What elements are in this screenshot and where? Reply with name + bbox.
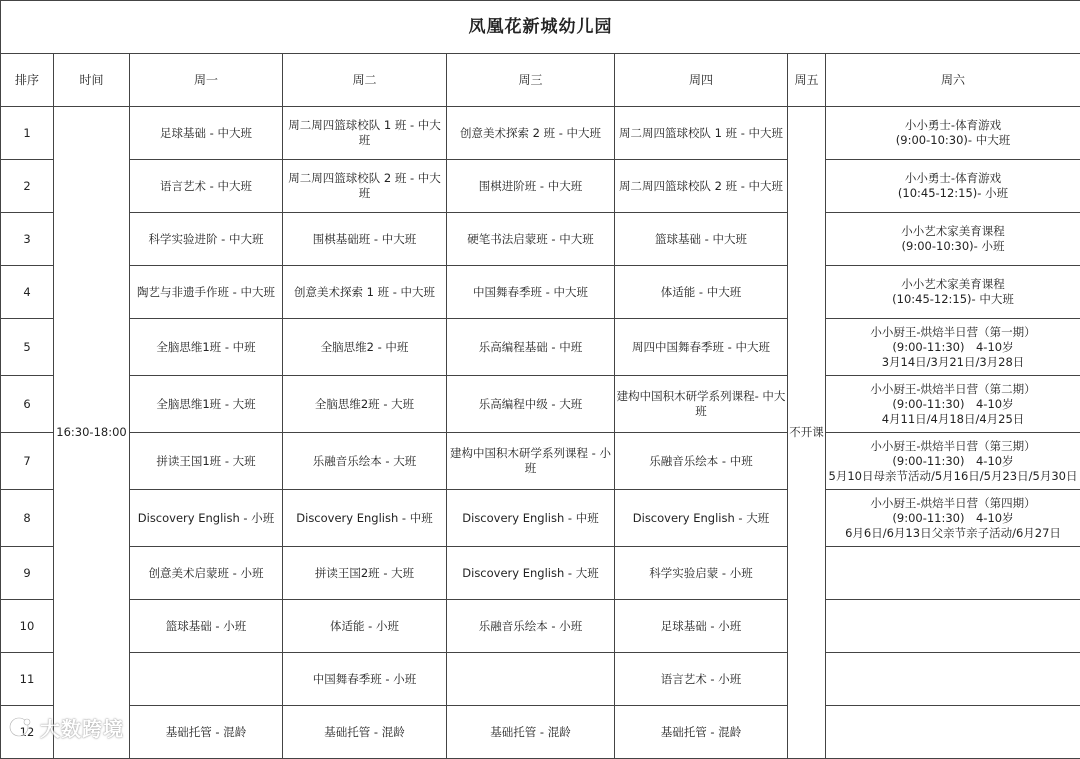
course-mon: 创意美术启蒙班 - 小班 <box>130 547 283 600</box>
row-number: 2 <box>1 160 54 213</box>
course-mon: 全脑思维1班 - 中班 <box>130 319 283 376</box>
course-sat: 小小勇士-体育游戏 (9:00-10:30)- 中大班 <box>826 107 1080 160</box>
course-sat: 小小厨王-烘焙半日营（第一期） (9:00-11:30) 4-10岁 3月14日/3月21日/3月28日 <box>826 319 1080 376</box>
course-sat: 小小勇士-体育游戏 (10:45-12:15)- 小班 <box>826 160 1080 213</box>
row-number: 5 <box>1 319 54 376</box>
course-mon: 足球基础 - 中大班 <box>130 107 283 160</box>
course-wed: 建构中国积木研学系列课程 - 小班 <box>447 433 615 490</box>
header-order: 排序 <box>1 54 54 107</box>
time-slot: 16:30-18:00 <box>54 107 130 759</box>
table-row <box>1 266 1080 319</box>
course-tue: 体适能 - 小班 <box>283 600 447 653</box>
course-wed: 硬笔书法启蒙班 - 中大班 <box>447 213 615 266</box>
course-sat: 小小艺术家美育课程 (9:00-10:30)- 小班 <box>826 213 1080 266</box>
row-number: 11 <box>1 653 54 706</box>
course-wed: 乐高编程中级 - 大班 <box>447 376 615 433</box>
course-tue: 周二周四篮球校队 2 班 - 中大班 <box>283 160 447 213</box>
course-wed: Discovery English - 中班 <box>447 490 615 547</box>
course-mon: 篮球基础 - 小班 <box>130 600 283 653</box>
header-saturday: 周六 <box>826 54 1080 107</box>
row-number: 8 <box>1 490 54 547</box>
course-thu: 基础托管 - 混龄 <box>615 706 788 759</box>
course-thu: 体适能 - 中大班 <box>615 266 788 319</box>
table-row <box>1 433 1080 490</box>
course-sat <box>826 600 1080 653</box>
header-monday: 周一 <box>130 54 283 107</box>
course-mon <box>130 653 283 706</box>
course-wed: 中国舞春季班 - 中大班 <box>447 266 615 319</box>
table-row <box>1 706 1080 759</box>
table-row <box>1 547 1080 600</box>
cross-border-logo-icon <box>8 716 34 738</box>
course-thu: Discovery English - 大班 <box>615 490 788 547</box>
course-wed: Discovery English - 大班 <box>447 547 615 600</box>
table-row <box>1 653 1080 706</box>
course-wed: 基础托管 - 混龄 <box>447 706 615 759</box>
header-wednesday: 周三 <box>447 54 615 107</box>
table-row <box>1 107 1080 160</box>
header-tuesday: 周二 <box>283 54 447 107</box>
course-tue: 围棋基础班 - 中大班 <box>283 213 447 266</box>
row-number: 4 <box>1 266 54 319</box>
course-sat <box>826 653 1080 706</box>
watermark <box>8 713 124 741</box>
course-mon: 语言艺术 - 中大班 <box>130 160 283 213</box>
course-tue: 中国舞春季班 - 小班 <box>283 653 447 706</box>
course-thu: 科学实验启蒙 - 小班 <box>615 547 788 600</box>
row-number: 7 <box>1 433 54 490</box>
course-sat: 小小艺术家美育课程 (10:45-12:15)- 中大班 <box>826 266 1080 319</box>
course-tue: 全脑思维2 - 中班 <box>283 319 447 376</box>
course-sat <box>826 547 1080 600</box>
table-row <box>1 160 1080 213</box>
table-row <box>1 490 1080 547</box>
header-time: 时间 <box>54 54 130 107</box>
course-sat: 小小厨王-烘焙半日营（第四期） (9:00-11:30) 4-10岁 6月6日/6月13日父亲节亲子活动/6月27日 <box>826 490 1080 547</box>
table-row <box>1 376 1080 433</box>
table-row <box>1 213 1080 266</box>
row-number: 3 <box>1 213 54 266</box>
course-mon: 科学实验进阶 - 中大班 <box>130 213 283 266</box>
row-number: 9 <box>1 547 54 600</box>
table-row <box>1 600 1080 653</box>
course-thu: 周二周四篮球校队 2 班 - 中大班 <box>615 160 788 213</box>
friday-no-class: 不开课 <box>788 107 826 759</box>
course-thu: 建构中国积木研学系列课程- 中大班 <box>615 376 788 433</box>
course-mon: 全脑思维1班 - 大班 <box>130 376 283 433</box>
course-thu: 周二周四篮球校队 1 班 - 中大班 <box>615 107 788 160</box>
course-wed: 乐高编程基础 - 中班 <box>447 319 615 376</box>
course-tue: 周二周四篮球校队 1 班 - 中大班 <box>283 107 447 160</box>
course-wed <box>447 653 615 706</box>
course-thu: 周四中国舞春季班 - 中大班 <box>615 319 788 376</box>
course-sat: 小小厨王-烘焙半日营（第三期） (9:00-11:30) 4-10岁 5月10日母亲节活动/5月16日/5月23日/5月30日 <box>826 433 1080 490</box>
table-row <box>1 319 1080 376</box>
watermark-text: 大数跨境 <box>40 713 124 742</box>
header-friday: 周五 <box>788 54 826 107</box>
row-number: 12 <box>1 706 54 759</box>
course-thu: 足球基础 - 小班 <box>615 600 788 653</box>
course-sat: 小小厨王-烘焙半日营（第二期） (9:00-11:30) 4-10岁 4月11日/4月18日/4月25日 <box>826 376 1080 433</box>
course-tue: 拼读王国2班 - 大班 <box>283 547 447 600</box>
course-thu: 乐融音乐绘本 - 中班 <box>615 433 788 490</box>
row-number: 6 <box>1 376 54 433</box>
row-number: 1 <box>1 107 54 160</box>
course-tue: 乐融音乐绘本 - 大班 <box>283 433 447 490</box>
course-wed: 乐融音乐绘本 - 小班 <box>447 600 615 653</box>
course-tue: 创意美术探索 1 班 - 中大班 <box>283 266 447 319</box>
course-mon: Discovery English - 小班 <box>130 490 283 547</box>
course-mon: 基础托管 - 混龄 <box>130 706 283 759</box>
course-tue: Discovery English - 中班 <box>283 490 447 547</box>
course-mon: 陶艺与非遗手作班 - 中大班 <box>130 266 283 319</box>
header-thursday: 周四 <box>615 54 788 107</box>
course-wed: 围棋进阶班 - 中大班 <box>447 160 615 213</box>
course-sat <box>826 706 1080 759</box>
page-title: 凤凰花新城幼儿园 <box>1 1 1080 54</box>
course-tue: 全脑思维2班 - 大班 <box>283 376 447 433</box>
row-number: 10 <box>1 600 54 653</box>
course-thu: 篮球基础 - 中大班 <box>615 213 788 266</box>
course-mon: 拼读王国1班 - 大班 <box>130 433 283 490</box>
course-wed: 创意美术探索 2 班 - 中大班 <box>447 107 615 160</box>
course-tue: 基础托管 - 混龄 <box>283 706 447 759</box>
course-thu: 语言艺术 - 小班 <box>615 653 788 706</box>
